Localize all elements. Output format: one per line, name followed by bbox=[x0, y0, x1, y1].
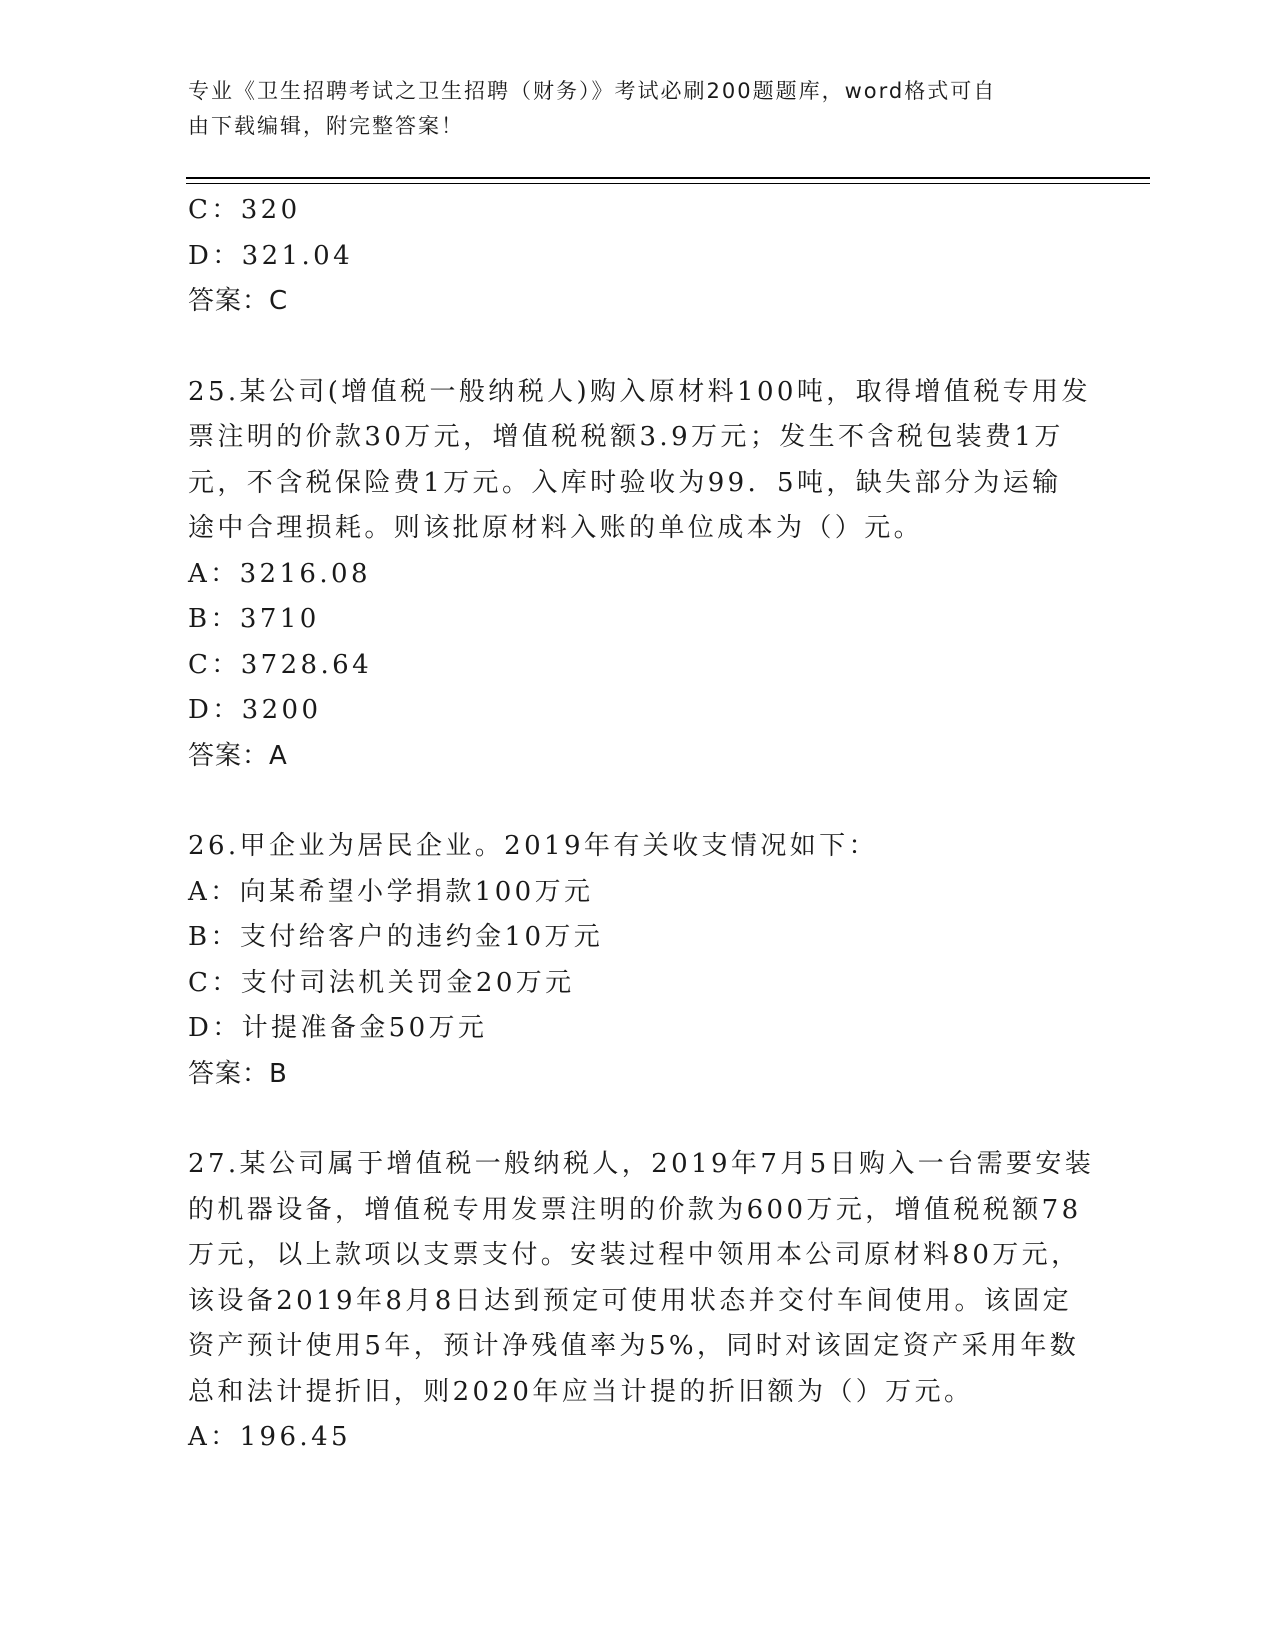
header-line-2: 由下载编辑，附完整答案！ bbox=[188, 114, 464, 138]
option-d: D：3200 bbox=[188, 695, 322, 725]
spacer bbox=[188, 779, 1088, 824]
header-divider-thin bbox=[186, 183, 1150, 184]
question-27 bbox=[188, 1142, 1095, 1461]
spacer bbox=[188, 325, 1088, 370]
question-text-line: 元，不含税保险费1万元。入库时验收为99．5吨，缺失部分为运输 bbox=[188, 467, 1062, 498]
option-a: A：196.45 bbox=[188, 1422, 351, 1452]
question-text-line: 27.某公司属于增值税一般纳税人，2019年7月5日购入一台需要安装 bbox=[188, 1149, 1095, 1179]
question-text-line: 票注明的价款30万元，增值税税额3.9万元；发生不含税包装费1万 bbox=[188, 422, 1064, 452]
question-text-line: 万元，以上款项以支票支付。安装过程中领用本公司原材料80万元， bbox=[188, 1240, 1081, 1270]
question-text-line: 26.甲企业为居民企业。2019年有关收支情况如下： bbox=[188, 831, 878, 861]
option-b: B：3710 bbox=[188, 604, 320, 634]
question-25 bbox=[188, 370, 1091, 780]
question-24-tail bbox=[188, 188, 1088, 325]
option-a: A：向某希望小学捐款100万元 bbox=[188, 876, 594, 907]
option-d: D：计提准备金50万元 bbox=[188, 1013, 488, 1043]
option-a: A：3216.08 bbox=[188, 558, 371, 589]
header-divider-thick bbox=[186, 177, 1150, 179]
question-text-line: 该设备2019年8月8日达到预定可使用状态并交付车间使用。该固定 bbox=[188, 1285, 1073, 1316]
option-d: D：321.04 bbox=[188, 240, 354, 271]
option-c: C：320 bbox=[188, 195, 301, 225]
question-text-line: 总和法计提折旧，则2020年应当计提的折旧额为（）万元。 bbox=[188, 1376, 974, 1407]
question-text-line: 资产预计使用5年，预计净残值率为5%，同时对该固定资产采用年数 bbox=[188, 1331, 1080, 1361]
question-26 bbox=[188, 824, 1088, 1097]
answer-line: 答案：C bbox=[188, 286, 289, 316]
option-c: C：3728.64 bbox=[188, 649, 373, 680]
question-text-line: 25.某公司(增值税一般纳税人)购入原材料100吨，取得增值税专用发 bbox=[188, 376, 1091, 407]
document-body bbox=[188, 188, 1095, 1461]
option-c: C：支付司法机关罚金20万元 bbox=[188, 967, 575, 998]
spacer bbox=[188, 1097, 1088, 1142]
answer-line: 答案：A bbox=[188, 740, 288, 771]
question-text-line: 途中合理损耗。则该批原材料入账的单位成本为（）元。 bbox=[188, 513, 924, 543]
header-line-1: 专业《卫生招聘考试之卫生招聘（财务）》考试必刷200题题库，word格式可自 bbox=[188, 79, 997, 103]
page-header bbox=[188, 74, 1068, 144]
question-text-line: 的机器设备，增值税专用发票注明的价款为600万元，增值税税额78 bbox=[188, 1194, 1082, 1225]
option-b: B：支付给客户的违约金10万元 bbox=[188, 922, 604, 952]
answer-line: 答案：B bbox=[188, 1058, 288, 1089]
